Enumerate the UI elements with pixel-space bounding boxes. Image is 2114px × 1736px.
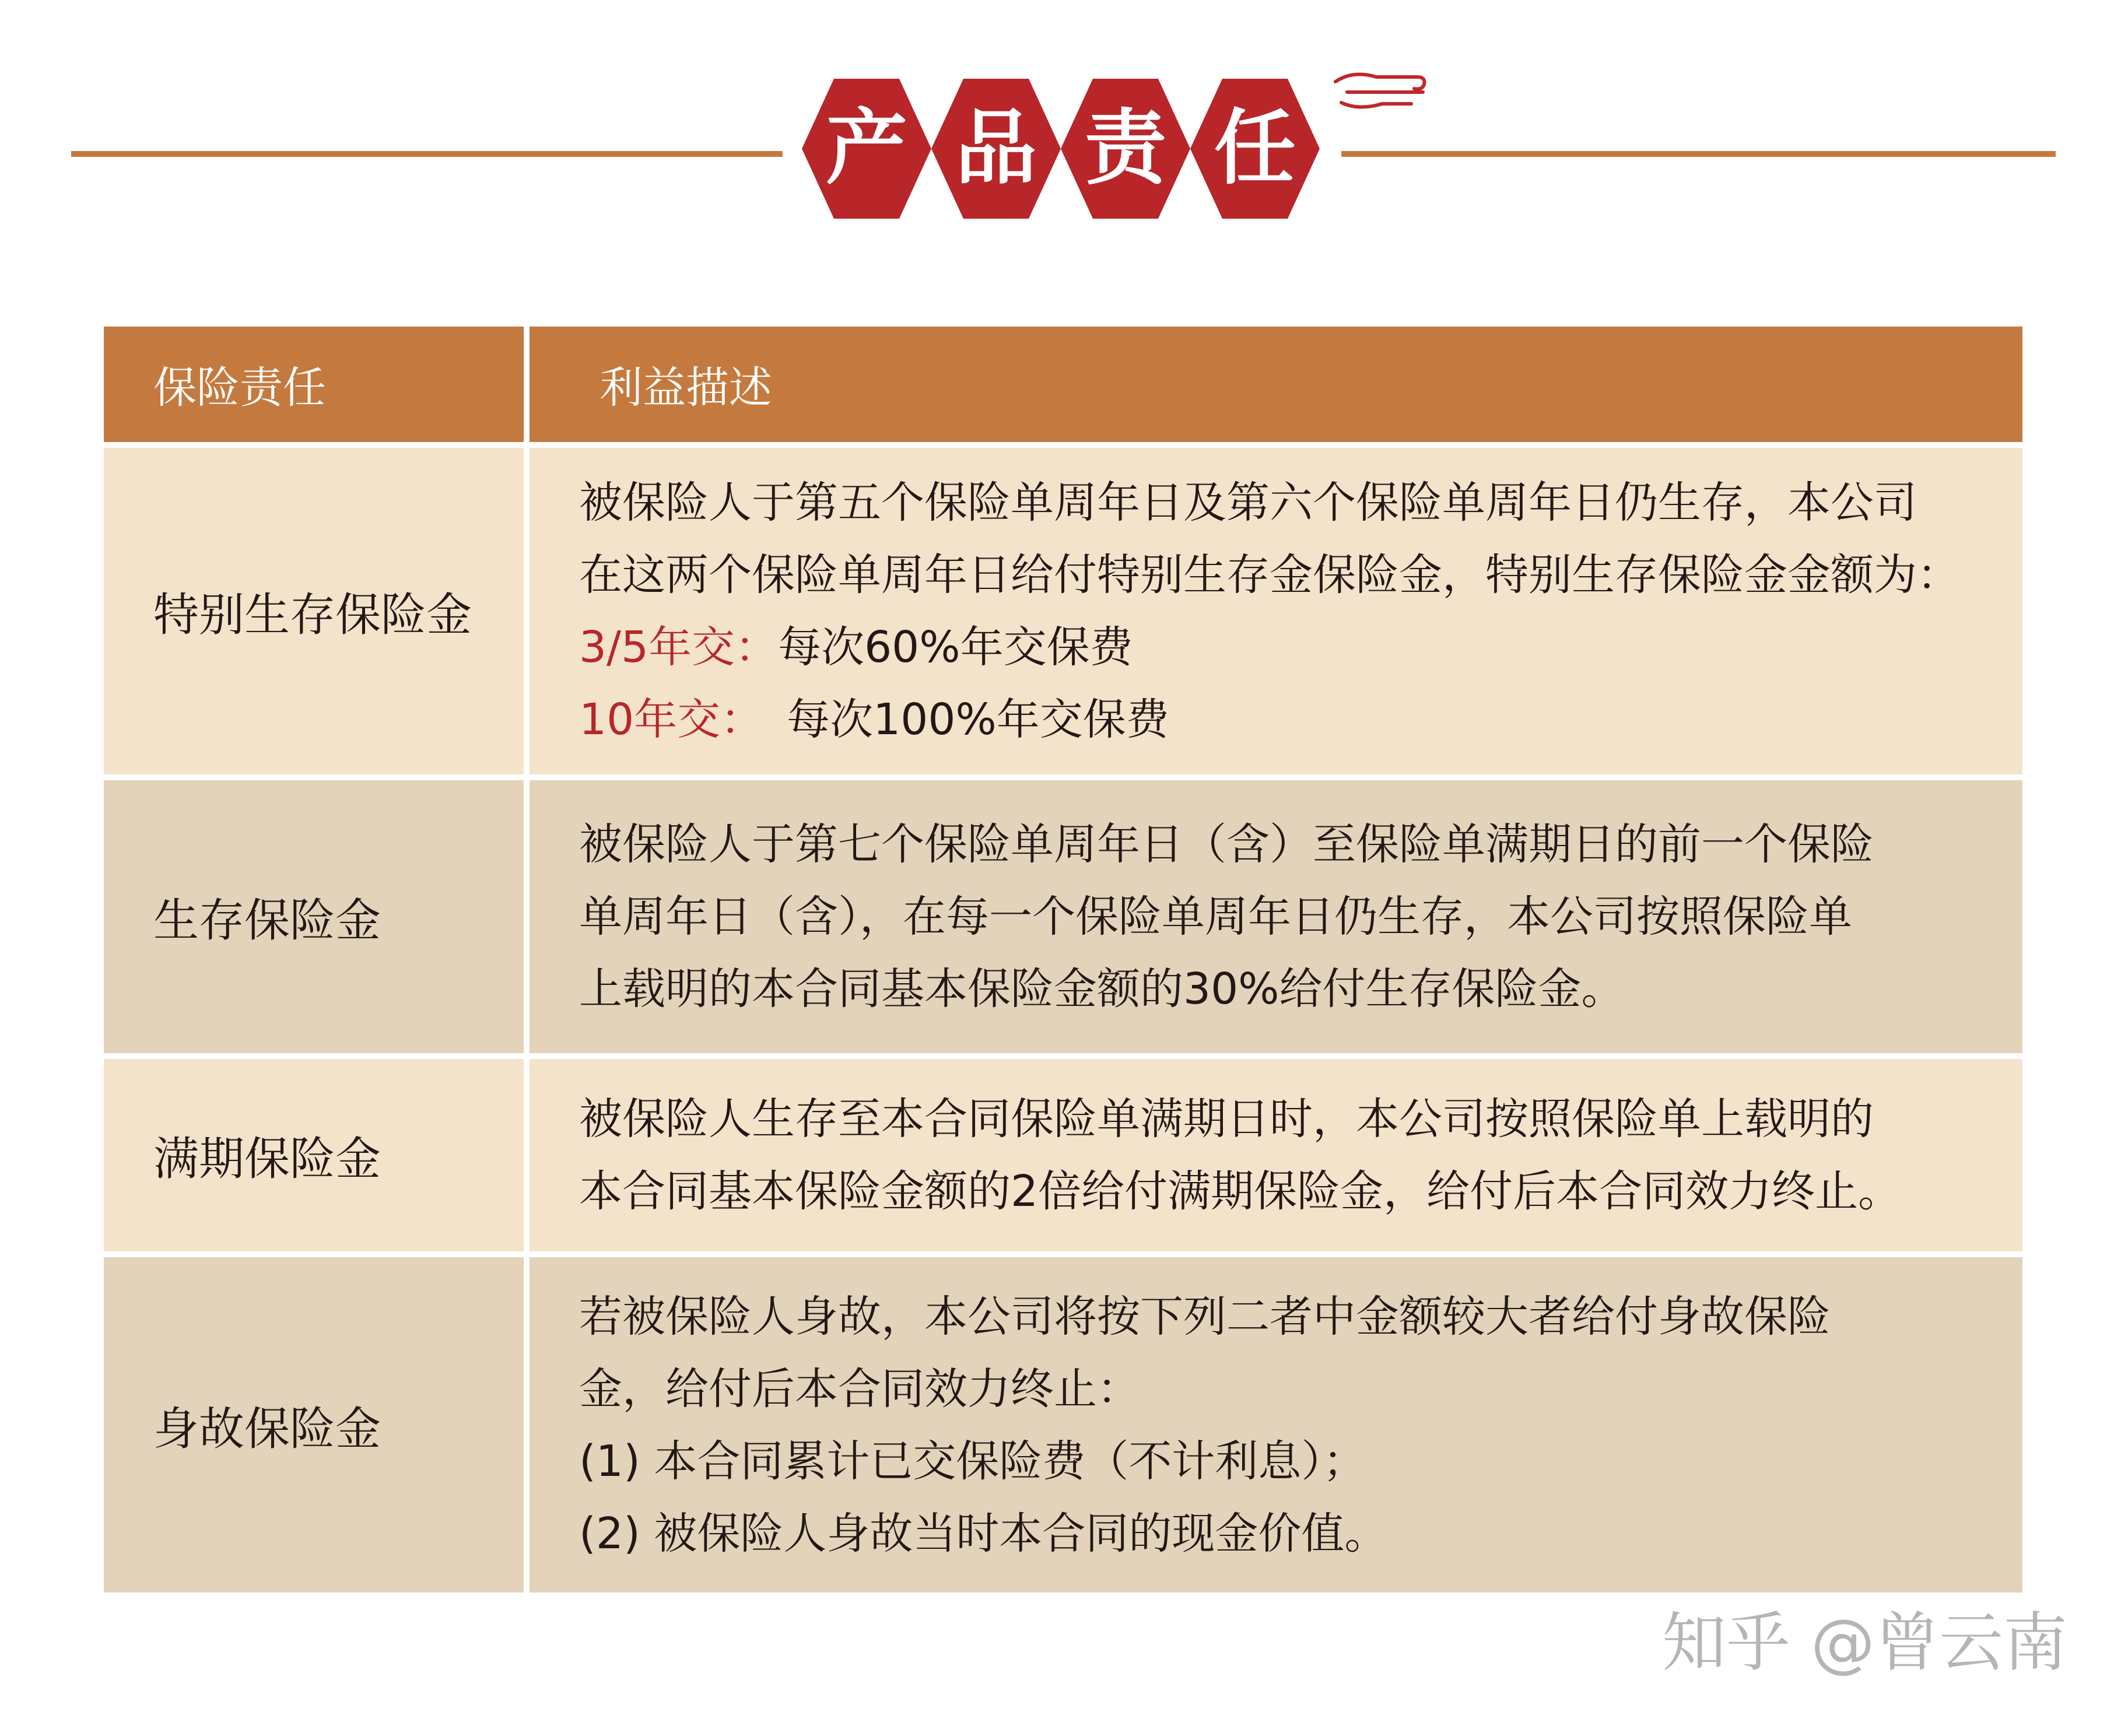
description-line: 本合同基本保险金额的2倍给付满期保险金，给付后本合同效力终止。 bbox=[579, 1166, 1902, 1216]
header-cell-description bbox=[530, 327, 2022, 442]
title-char-2: 品 bbox=[955, 101, 1037, 196]
description-line: 上载明的本合同基本保险金额的30%给付生存保险金。 bbox=[579, 964, 1625, 1014]
description-line: 若被保险人身故，本公司将按下列二者中金额较大者给付身故保险 bbox=[579, 1291, 1831, 1342]
description-line: (1) 本合同累计已交保险费（不计利息）； bbox=[579, 1436, 1366, 1486]
payment-option bbox=[579, 683, 1999, 756]
title-hex-3 bbox=[1061, 79, 1190, 219]
description-line: (2) 被保险人身故当时本合同的现金价值。 bbox=[579, 1508, 1388, 1559]
liability-name: 生存保险金 bbox=[153, 895, 381, 947]
payment-option-text: 每次60%年交保费 bbox=[778, 622, 1133, 672]
title-hex-1 bbox=[802, 79, 931, 219]
liability-name: 特别生存保险金 bbox=[153, 589, 472, 641]
description-line: 单周年日（含），在每一个保险单周年日仍生存，本公司按照保险单 bbox=[579, 892, 1852, 942]
header-cell-liability bbox=[104, 327, 524, 442]
table-row bbox=[104, 780, 2022, 1053]
title-char-4: 任 bbox=[1214, 101, 1296, 196]
header-liability-label: 保险责任 bbox=[153, 363, 326, 413]
description-cell bbox=[530, 1257, 2022, 1593]
liability-cell bbox=[104, 448, 524, 774]
divider-right bbox=[1341, 151, 2056, 157]
liability-cell bbox=[104, 1059, 524, 1251]
description-cell bbox=[530, 448, 2022, 774]
table-header-row bbox=[104, 327, 2022, 442]
title-hex-4 bbox=[1190, 79, 1320, 219]
divider-left bbox=[71, 151, 783, 157]
cloud-ornament-icon bbox=[1330, 64, 1429, 117]
table-row bbox=[104, 1257, 2022, 1593]
description-line: 被保险人于第五个保险单周年日及第六个保险单周年日仍生存，本公司 bbox=[579, 478, 1917, 528]
payment-option-label: 10年交： bbox=[579, 695, 764, 745]
description-line: 在这两个保险单周年日给付特别生存金保险金，特别生存保险金金额为： bbox=[579, 550, 1960, 600]
payment-option bbox=[579, 611, 1999, 683]
liability-cell bbox=[104, 780, 524, 1053]
table-row bbox=[104, 448, 2022, 774]
title-banner bbox=[802, 79, 1327, 230]
title-char-3: 责 bbox=[1084, 101, 1166, 196]
payment-option-label: 3/5年交： bbox=[579, 622, 779, 672]
liability-name: 满期保险金 bbox=[153, 1133, 381, 1186]
description-line: 被保险人于第七个保险单周年日（含）至保险单满期日的前一个保险 bbox=[579, 819, 1874, 869]
payment-option-text: 每次100%年交保费 bbox=[787, 695, 1169, 745]
title-char-1: 产 bbox=[825, 101, 907, 196]
description-cell bbox=[530, 780, 2022, 1053]
benefits-table bbox=[104, 327, 2022, 1598]
description-cell bbox=[530, 1059, 2022, 1251]
liability-name: 身故保险金 bbox=[153, 1402, 381, 1456]
table-row bbox=[104, 1059, 2022, 1251]
title-hex-2 bbox=[931, 79, 1061, 219]
liability-cell bbox=[104, 1257, 524, 1593]
description-line: 金，给付后本合同效力终止： bbox=[579, 1363, 1140, 1414]
description-line: 被保险人生存至本合同保险单满期日时，本公司按照保险单上载明的 bbox=[579, 1094, 1874, 1144]
header-description-label: 利益描述 bbox=[600, 363, 772, 413]
watermark: 知乎 @曾云南 bbox=[1662, 1605, 2067, 1680]
